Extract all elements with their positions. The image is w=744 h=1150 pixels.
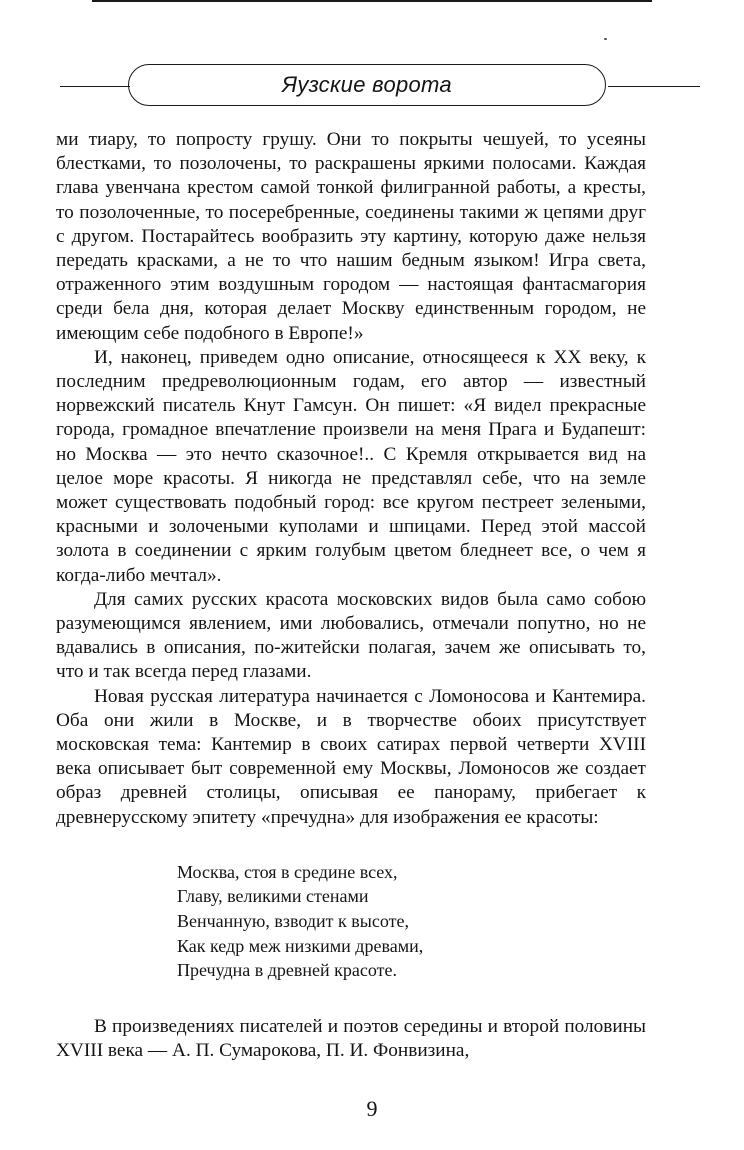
page-number: 9 xyxy=(366,1096,378,1121)
verse-line: Москва, стоя в средине всех, xyxy=(177,861,398,882)
header-rule-left xyxy=(60,86,130,87)
running-header xyxy=(60,64,700,108)
paragraph-xviii-century: В произведениях писателей и поэтов середины и второй половины XVIII века — А. П. Сумарокова, П. И. Фонвизина, xyxy=(56,1015,646,1062)
verse-line: Как кедр меж низкими древами, xyxy=(177,935,424,956)
header-title-frame xyxy=(128,64,606,106)
body-text xyxy=(56,128,646,1063)
paragraph-hamsun: И, наконец, приведем одно описание, относящееся к XX веку, к последним предреволюционным годам, его автор — известный норвежский писатель Кнут Гамсун. Он пишет: «Я видел прекрасные города, громадное впечатление произвели на меня Прага и Будапешт: но Москва — это нечто сказочное!.. С Кремля открывается вид на целое море красоты. Я никогда не представлял себе, что на земле может существовать подобный город: все кругом пестреет зелеными, красными и золочеными куполами и шпицами. Перед этой массой золота в соединении с ярким голубым цветом бледнеет все, о чем я когда-либо мечтал». xyxy=(56,346,646,586)
paragraph-russian-views: Для самих русских красота московских видов была само собою разумеющимся явлением, ими любовались, отмечали попутно, но не вдавались в описания, по-житейски полагая, зачем же описывать то, что и так всегда перед глазами. xyxy=(56,588,646,683)
running-header-title: Яузские ворота xyxy=(282,72,452,97)
verse-line: Пречудна в древней красоте. xyxy=(177,960,397,981)
top-rule xyxy=(92,0,652,2)
header-rule-right xyxy=(608,86,700,87)
paragraph-lomonosov-kantemir: Новая русская литература начинается с Ломоносова и Кантемира. Оба они жили в Москве, и в творчестве обоих присутствует московская тема: Кантемир в своих сатирах первой четверти XVIII века описывает быт современной ему Москвы, Ломоносов же создает образ древней столицы, описывая ее панораму, прибегает к древнерусскому эпитету «пречудна» для изображения ее красоты: xyxy=(56,685,646,828)
paragraph-continuation: ми тиару, то попросту грушу. Они то покрыты чешуей, то усеяны блестками, то позолочены, то раскрашены яркими полосами. Каждая глава увенчана крестом самой тонкой филигранной работы, а кресты, то позолоченные, то посеребренные, соединены такими ж цепями друг с другом. Постарайтесь вообразить эту картину, которую даже нельзя передать красками, а не то что нашим бедным языком! Игра света, отраженного этим воздушным городом — настоящая фантасмагория среди бела дня, которая делает Москву единственным городом, не имеющим себе подобного в Европе!» xyxy=(56,129,646,344)
verse-quote xyxy=(177,860,646,983)
verse-line: Венчанную, взводит к высоте, xyxy=(177,911,409,932)
verse-line: Главу, великими стенами xyxy=(177,886,369,907)
print-speck xyxy=(604,38,607,40)
